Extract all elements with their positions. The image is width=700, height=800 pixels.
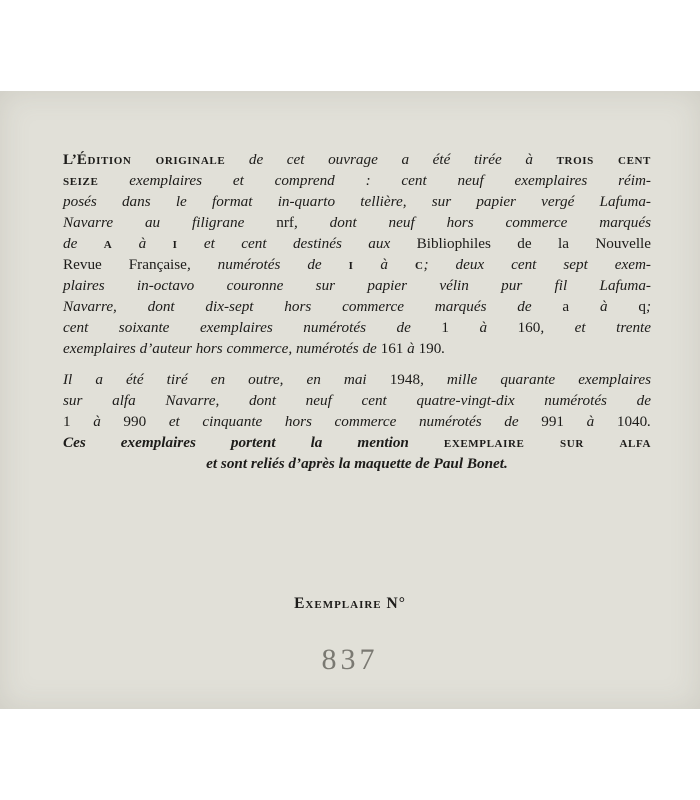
colophon-line: Navarre au filigrane nrf, dont neuf hors commerce marqués <box>63 214 651 231</box>
supplement-line: Il a été tiré en outre, en mai 1948, mille quarante exemplaires <box>63 371 652 388</box>
colophon-paragraph <box>63 149 651 359</box>
colophon-line: Navarre, dont dix-sept hors commerce marqués de a à q; <box>63 298 651 315</box>
colophon-line: cent soixante exemplaires numérotés de 1 à 160, et trente <box>63 319 651 336</box>
exemplaire-label: Exemplaire N° <box>294 595 406 612</box>
supplement-paragraph <box>63 369 651 474</box>
supplement-line: 1 à 990 et cinquante hors commerce numérotés de 991 à 1040. <box>63 413 652 430</box>
colophon-line: posés dans le format in-quarto tellière, sur papier vergé Lafuma- <box>63 193 651 210</box>
supplement-line: sur alfa Navarre, dont neuf cent quatre-vingt-dix numérotés de <box>63 392 651 409</box>
supplement-line: Ces exemplaires portent la mention exemplaire sur alfa <box>63 434 651 451</box>
colophon-line: de a à i et cent destinés aux Bibliophiles de la Nouvelle <box>63 235 652 252</box>
supplement-line: et sont reliés d’après la maquette de Paul Bonet. <box>206 455 508 472</box>
colophon-line: seize exemplaires et comprend : cent neuf exemplaires réim- <box>63 172 651 189</box>
exemplaire-number: 837 <box>321 643 379 676</box>
colophon-line: exemplaires d’auteur hors commerce, numérotés de 161 à 190. <box>63 340 446 357</box>
show-through-text <box>300 471 307 501</box>
colophon-line: Revue Française, numérotés de i à c; deux cent sept exem- <box>63 256 651 273</box>
colophon-line: L’Édition originale de cet ouvrage a été tirée à trois cent <box>63 151 651 168</box>
colophon-line: plaires in-octavo couronne sur papier vélin pur fil Lafuma- <box>63 277 651 294</box>
book-page <box>0 91 700 709</box>
